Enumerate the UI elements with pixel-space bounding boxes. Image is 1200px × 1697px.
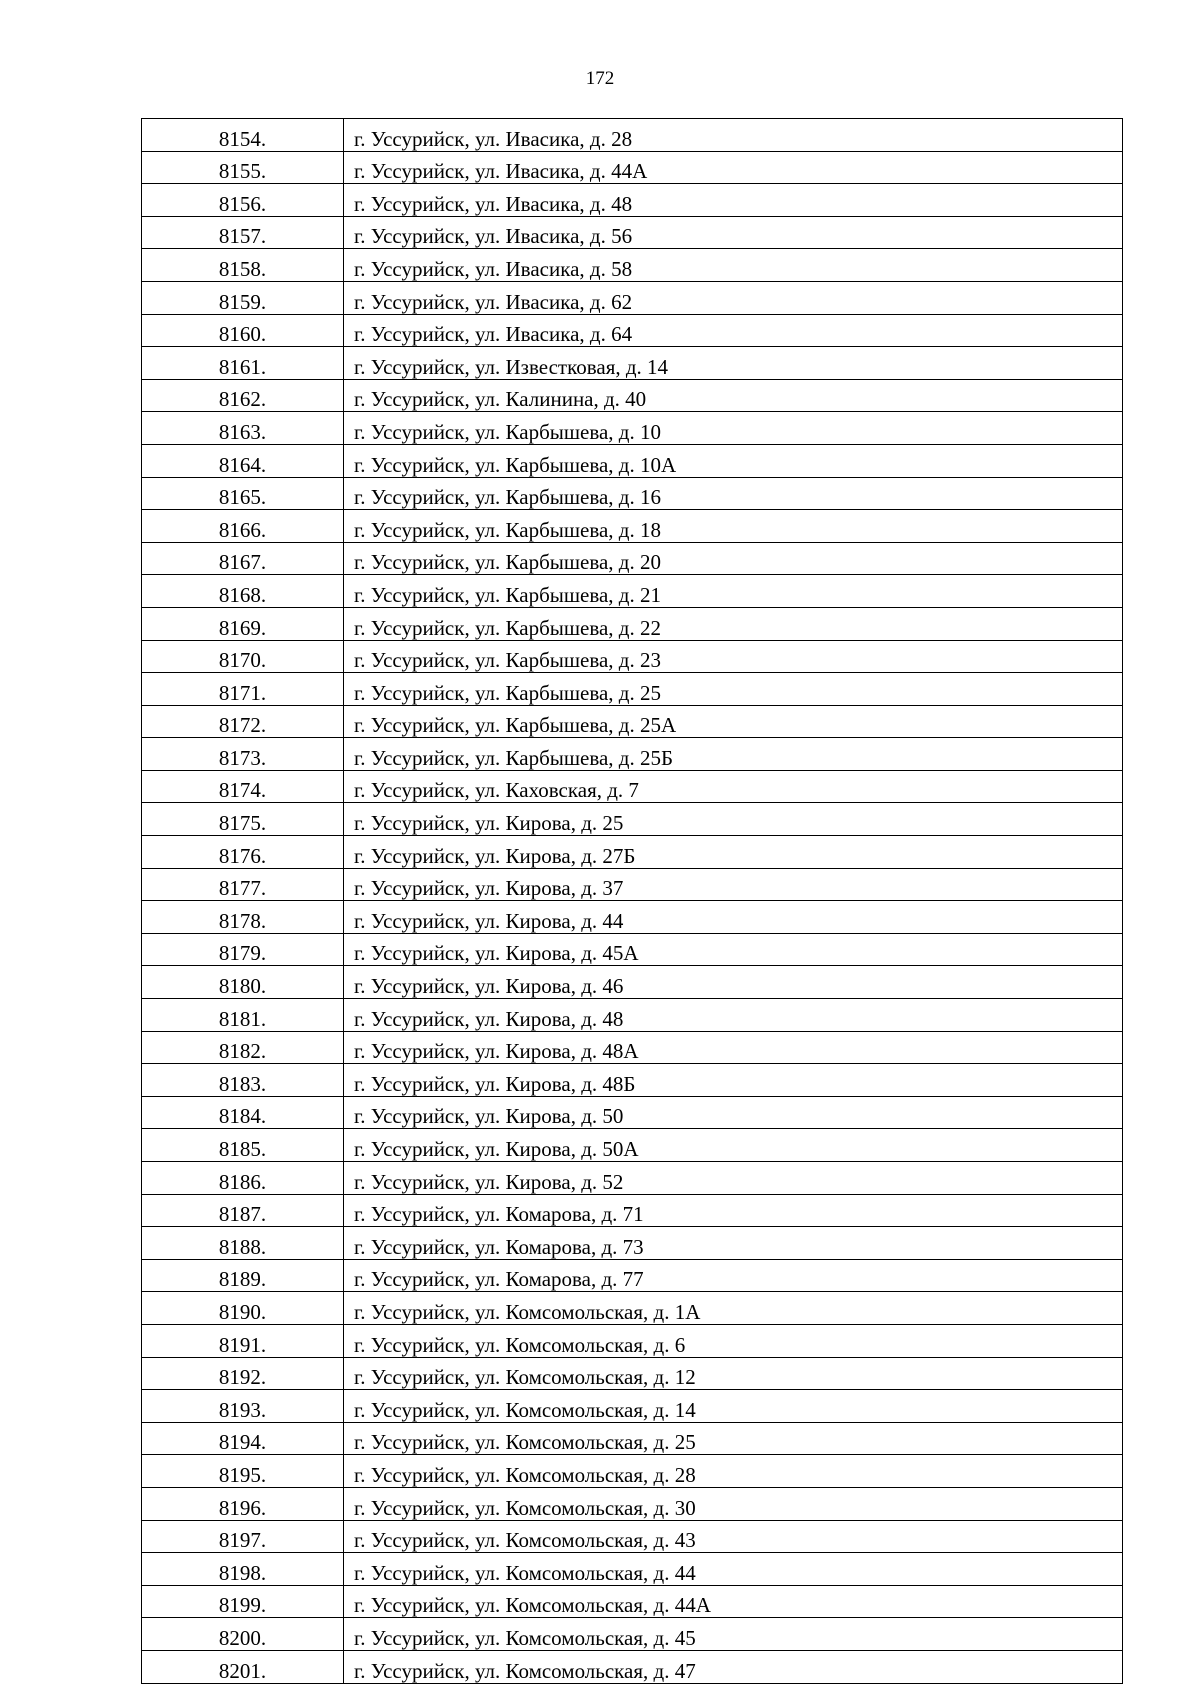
address-cell: г. Уссурийск, ул. Ивасика, д. 44А <box>344 151 1123 184</box>
table-row <box>142 1129 1123 1162</box>
address-cell: г. Уссурийск, ул. Карбышева, д. 10 <box>344 412 1123 445</box>
table-row <box>142 803 1123 836</box>
address-cell: г. Уссурийск, ул. Ивасика, д. 64 <box>344 314 1123 347</box>
address-cell: г. Уссурийск, ул. Комсомольская, д. 14 <box>344 1390 1123 1423</box>
table-row <box>142 999 1123 1032</box>
row-number-cell: 8165. <box>142 477 344 510</box>
row-number-cell: 8179. <box>142 933 344 966</box>
row-number-cell: 8163. <box>142 412 344 445</box>
row-number-cell: 8180. <box>142 966 344 999</box>
row-number-cell: 8159. <box>142 281 344 314</box>
table-row <box>142 1520 1123 1553</box>
table-row <box>142 1324 1123 1357</box>
row-number-cell: 8200. <box>142 1618 344 1651</box>
address-table-body <box>142 119 1123 1684</box>
table-row <box>142 933 1123 966</box>
table-row <box>142 1096 1123 1129</box>
row-number-cell: 8175. <box>142 803 344 836</box>
table-row <box>142 1487 1123 1520</box>
table-row <box>142 477 1123 510</box>
row-number-cell: 8172. <box>142 705 344 738</box>
row-number-cell: 8185. <box>142 1129 344 1162</box>
table-row <box>142 1618 1123 1651</box>
address-cell: г. Уссурийск, ул. Карбышева, д. 16 <box>344 477 1123 510</box>
address-cell: г. Уссурийск, ул. Комсомольская, д. 28 <box>344 1455 1123 1488</box>
row-number-cell: 8161. <box>142 347 344 380</box>
address-cell: г. Уссурийск, ул. Ивасика, д. 62 <box>344 281 1123 314</box>
row-number-cell: 8156. <box>142 184 344 217</box>
row-number-cell: 8187. <box>142 1194 344 1227</box>
row-number-cell: 8160. <box>142 314 344 347</box>
table-row <box>142 281 1123 314</box>
address-cell: г. Уссурийск, ул. Карбышева, д. 23 <box>344 640 1123 673</box>
address-cell: г. Уссурийск, ул. Каховская, д. 7 <box>344 770 1123 803</box>
table-row <box>142 738 1123 771</box>
address-cell: г. Уссурийск, ул. Кирова, д. 48Б <box>344 1064 1123 1097</box>
row-number-cell: 8174. <box>142 770 344 803</box>
table-row <box>142 151 1123 184</box>
row-number-cell: 8168. <box>142 575 344 608</box>
row-number-cell: 8197. <box>142 1520 344 1553</box>
table-row <box>142 770 1123 803</box>
row-number-cell: 8194. <box>142 1422 344 1455</box>
table-row <box>142 379 1123 412</box>
address-cell: г. Уссурийск, ул. Комсомольская, д. 6 <box>344 1324 1123 1357</box>
address-cell: г. Уссурийск, ул. Карбышева, д. 25А <box>344 705 1123 738</box>
row-number-cell: 8195. <box>142 1455 344 1488</box>
address-cell: г. Уссурийск, ул. Калинина, д. 40 <box>344 379 1123 412</box>
table-row <box>142 119 1123 152</box>
row-number-cell: 8176. <box>142 836 344 869</box>
address-cell: г. Уссурийск, ул. Карбышева, д. 25Б <box>344 738 1123 771</box>
row-number-cell: 8182. <box>142 1031 344 1064</box>
table-row <box>142 868 1123 901</box>
table-row <box>142 542 1123 575</box>
row-number-cell: 8198. <box>142 1553 344 1586</box>
table-row <box>142 673 1123 706</box>
page-number: 172 <box>585 68 615 89</box>
row-number-cell: 8181. <box>142 999 344 1032</box>
table-row <box>142 1194 1123 1227</box>
row-number-cell: 8188. <box>142 1227 344 1260</box>
table-row <box>142 510 1123 543</box>
address-cell: г. Уссурийск, ул. Комсомольская, д. 45 <box>344 1618 1123 1651</box>
row-number-cell: 8169. <box>142 607 344 640</box>
table-row <box>142 216 1123 249</box>
address-cell: г. Уссурийск, ул. Ивасика, д. 56 <box>344 216 1123 249</box>
row-number-cell: 8157. <box>142 216 344 249</box>
address-cell: г. Уссурийск, ул. Известковая, д. 14 <box>344 347 1123 380</box>
table-row <box>142 1455 1123 1488</box>
row-number-cell: 8178. <box>142 901 344 934</box>
table-row <box>142 1259 1123 1292</box>
address-cell: г. Уссурийск, ул. Кирова, д. 27Б <box>344 836 1123 869</box>
address-cell: г. Уссурийск, ул. Комсомольская, д. 1А <box>344 1292 1123 1325</box>
address-cell: г. Уссурийск, ул. Кирова, д. 45А <box>344 933 1123 966</box>
address-cell: г. Уссурийск, ул. Кирова, д. 52 <box>344 1162 1123 1195</box>
address-cell: г. Уссурийск, ул. Ивасика, д. 58 <box>344 249 1123 282</box>
table-row <box>142 1650 1123 1683</box>
table-row <box>142 1357 1123 1390</box>
row-number-cell: 8196. <box>142 1487 344 1520</box>
address-cell: г. Уссурийск, ул. Кирова, д. 25 <box>344 803 1123 836</box>
table-row <box>142 607 1123 640</box>
address-cell: г. Уссурийск, ул. Комсомольская, д. 43 <box>344 1520 1123 1553</box>
table-row <box>142 412 1123 445</box>
row-number-cell: 8164. <box>142 444 344 477</box>
row-number-cell: 8192. <box>142 1357 344 1390</box>
row-number-cell: 8158. <box>142 249 344 282</box>
table-row <box>142 1064 1123 1097</box>
address-cell: г. Уссурийск, ул. Карбышева, д. 22 <box>344 607 1123 640</box>
address-cell: г. Уссурийск, ул. Ивасика, д. 28 <box>344 119 1123 152</box>
address-cell: г. Уссурийск, ул. Кирова, д. 50 <box>344 1096 1123 1129</box>
table-row <box>142 1390 1123 1423</box>
row-number-cell: 8166. <box>142 510 344 543</box>
row-number-cell: 8177. <box>142 868 344 901</box>
address-cell: г. Уссурийск, ул. Кирова, д. 44 <box>344 901 1123 934</box>
table-row <box>142 347 1123 380</box>
table-row <box>142 836 1123 869</box>
address-cell: г. Уссурийск, ул. Кирова, д. 46 <box>344 966 1123 999</box>
table-row <box>142 1585 1123 1618</box>
table-row <box>142 249 1123 282</box>
address-cell: г. Уссурийск, ул. Комсомольская, д. 44А <box>344 1585 1123 1618</box>
address-cell: г. Уссурийск, ул. Кирова, д. 37 <box>344 868 1123 901</box>
row-number-cell: 8199. <box>142 1585 344 1618</box>
row-number-cell: 8191. <box>142 1324 344 1357</box>
row-number-cell: 8189. <box>142 1259 344 1292</box>
address-cell: г. Уссурийск, ул. Карбышева, д. 25 <box>344 673 1123 706</box>
table-row <box>142 575 1123 608</box>
table-row <box>142 184 1123 217</box>
row-number-cell: 8154. <box>142 119 344 152</box>
address-cell: г. Уссурийск, ул. Комсомольская, д. 30 <box>344 1487 1123 1520</box>
address-cell: г. Уссурийск, ул. Комсомольская, д. 12 <box>344 1357 1123 1390</box>
row-number-cell: 8171. <box>142 673 344 706</box>
table-row <box>142 1422 1123 1455</box>
row-number-cell: 8167. <box>142 542 344 575</box>
address-cell: г. Уссурийск, ул. Комсомольская, д. 25 <box>344 1422 1123 1455</box>
row-number-cell: 8155. <box>142 151 344 184</box>
table-row <box>142 314 1123 347</box>
address-cell: г. Уссурийск, ул. Комарова, д. 71 <box>344 1194 1123 1227</box>
address-cell: г. Уссурийск, ул. Кирова, д. 48А <box>344 1031 1123 1064</box>
row-number-cell: 8201. <box>142 1650 344 1683</box>
row-number-cell: 8186. <box>142 1162 344 1195</box>
table-row <box>142 1162 1123 1195</box>
address-cell: г. Уссурийск, ул. Ивасика, д. 48 <box>344 184 1123 217</box>
address-cell: г. Уссурийск, ул. Комарова, д. 77 <box>344 1259 1123 1292</box>
table-row <box>142 705 1123 738</box>
table-row <box>142 640 1123 673</box>
table-row <box>142 901 1123 934</box>
address-cell: г. Уссурийск, ул. Карбышева, д. 21 <box>344 575 1123 608</box>
row-number-cell: 8184. <box>142 1096 344 1129</box>
address-cell: г. Уссурийск, ул. Комсомольская, д. 44 <box>344 1553 1123 1586</box>
table-row <box>142 444 1123 477</box>
row-number-cell: 8162. <box>142 379 344 412</box>
address-cell: г. Уссурийск, ул. Комсомольская, д. 47 <box>344 1650 1123 1683</box>
row-number-cell: 8183. <box>142 1064 344 1097</box>
table-row <box>142 966 1123 999</box>
table-row <box>142 1553 1123 1586</box>
address-cell: г. Уссурийск, ул. Комарова, д. 73 <box>344 1227 1123 1260</box>
row-number-cell: 8173. <box>142 738 344 771</box>
address-cell: г. Уссурийск, ул. Карбышева, д. 18 <box>344 510 1123 543</box>
table-row <box>142 1031 1123 1064</box>
table-row <box>142 1292 1123 1325</box>
address-table <box>141 118 1123 1684</box>
row-number-cell: 8170. <box>142 640 344 673</box>
row-number-cell: 8193. <box>142 1390 344 1423</box>
address-cell: г. Уссурийск, ул. Карбышева, д. 10А <box>344 444 1123 477</box>
address-cell: г. Уссурийск, ул. Кирова, д. 50А <box>344 1129 1123 1162</box>
address-cell: г. Уссурийск, ул. Кирова, д. 48 <box>344 999 1123 1032</box>
address-cell: г. Уссурийск, ул. Карбышева, д. 20 <box>344 542 1123 575</box>
row-number-cell: 8190. <box>142 1292 344 1325</box>
table-row <box>142 1227 1123 1260</box>
